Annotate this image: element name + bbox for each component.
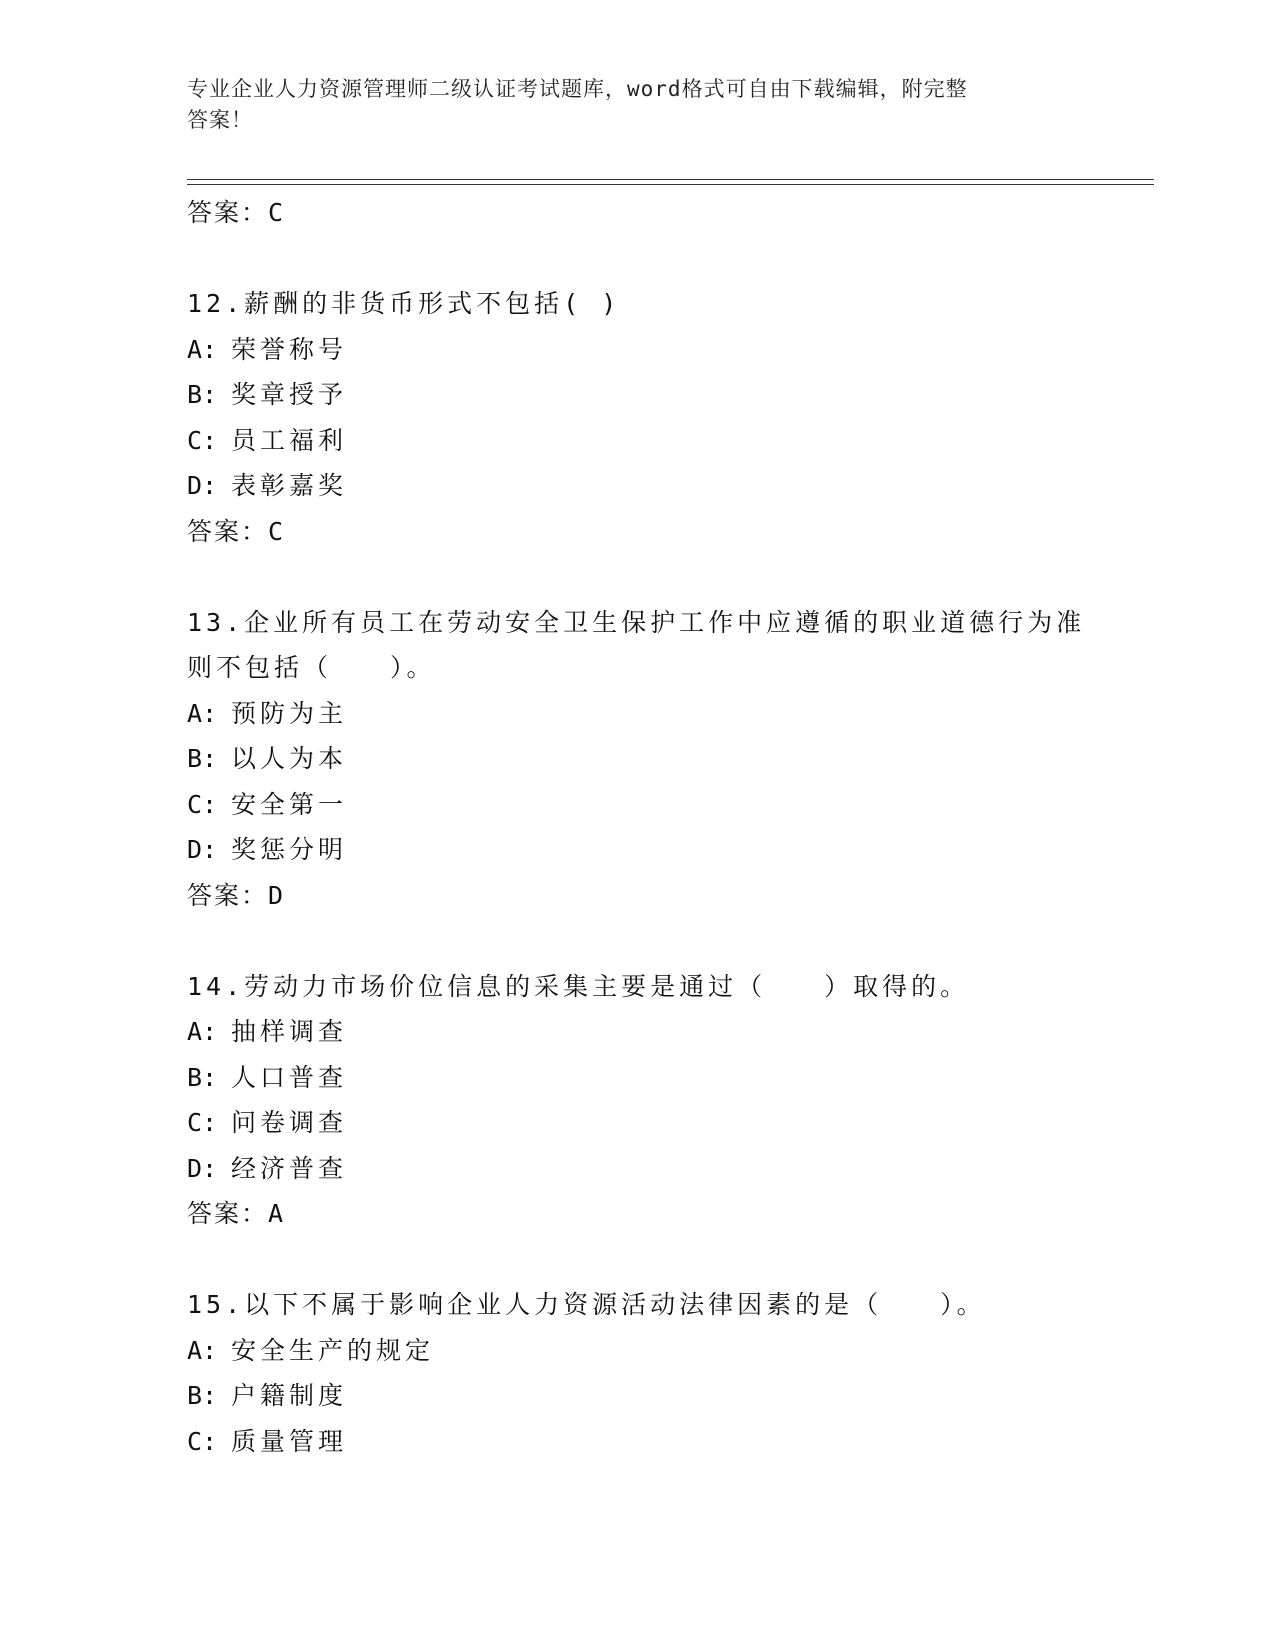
option-key: B: xyxy=(187,380,218,409)
option-c xyxy=(187,418,1087,464)
answer-label: 答案： xyxy=(187,880,269,910)
option-key: C: xyxy=(187,1108,218,1137)
option-d xyxy=(187,463,1087,509)
option-text: 奖惩分明 xyxy=(231,835,348,864)
header-line-1: 专业企业人力资源管理师二级认证考试题库，word格式可自由下载编辑，附完整 xyxy=(187,77,968,101)
option-b xyxy=(187,736,1087,782)
option-key: D: xyxy=(187,471,218,500)
option-text: 员工福利 xyxy=(231,425,348,455)
option-text: 安全生产的规定 xyxy=(231,1335,435,1365)
question-12 xyxy=(187,281,1087,554)
option-key: C: xyxy=(187,425,218,455)
option-key: D: xyxy=(187,1153,218,1183)
question-list xyxy=(187,190,1087,1464)
question-stem: 12.薪酬的非货币形式不包括( ) xyxy=(187,289,621,318)
option-key: C: xyxy=(187,1426,218,1456)
header-divider-top xyxy=(187,179,1154,180)
option-a xyxy=(187,1009,1087,1055)
option-text: 户籍制度 xyxy=(231,1381,348,1410)
option-text: 质量管理 xyxy=(231,1426,348,1456)
option-key: A: xyxy=(187,698,218,728)
option-text: 抽样调查 xyxy=(231,1017,348,1046)
question-13 xyxy=(187,600,1087,919)
answer-value: A xyxy=(268,1199,285,1228)
option-text: 奖章授予 xyxy=(231,380,348,409)
option-c xyxy=(187,1419,1087,1465)
option-d xyxy=(187,827,1087,873)
document-header xyxy=(187,74,1067,136)
option-text: 经济普查 xyxy=(231,1153,348,1183)
answer-label: 答案： xyxy=(187,1199,269,1228)
answer-value: D xyxy=(268,880,285,910)
option-key: B: xyxy=(187,1062,218,1092)
option-text: 安全第一 xyxy=(231,789,348,819)
answer-value: C xyxy=(268,516,285,546)
option-c xyxy=(187,782,1087,828)
option-b xyxy=(187,372,1087,418)
option-text: 问卷调查 xyxy=(231,1108,348,1137)
option-key: C: xyxy=(187,789,218,819)
question-stem: 15.以下不属于影响企业人力资源活动法律因素的是（ ）。 xyxy=(187,1290,986,1319)
option-c xyxy=(187,1100,1087,1146)
option-key: D: xyxy=(187,835,218,864)
header-line-2: 答案！ xyxy=(187,108,253,132)
option-b xyxy=(187,1055,1087,1101)
option-text: 荣誉称号 xyxy=(231,334,348,364)
option-a xyxy=(187,691,1087,737)
question-14 xyxy=(187,964,1087,1237)
option-d xyxy=(187,1146,1087,1192)
answer-line xyxy=(187,1191,1087,1237)
answer-line xyxy=(187,509,1087,555)
option-key: A: xyxy=(187,334,218,364)
header-divider-bottom xyxy=(187,184,1154,185)
question-stem-line-2: 则不包括（ ）。 xyxy=(187,653,436,682)
option-key: B: xyxy=(187,1381,218,1410)
option-text: 以人为本 xyxy=(231,744,348,773)
option-key: A: xyxy=(187,1017,218,1046)
answer-line xyxy=(187,873,1087,919)
question-15 xyxy=(187,1282,1087,1464)
option-key: A: xyxy=(187,1335,218,1365)
option-text: 表彰嘉奖 xyxy=(231,471,348,500)
option-a xyxy=(187,327,1087,373)
option-key: B: xyxy=(187,744,218,773)
question-stem: 14.劳动力市场价位信息的采集主要是通过（ ）取得的。 xyxy=(187,971,970,1001)
option-text: 人口普查 xyxy=(231,1062,348,1092)
question-stem-line-1: 13.企业所有员工在劳动安全卫生保护工作中应遵循的职业道德行为准 xyxy=(187,607,1086,637)
option-b xyxy=(187,1373,1087,1419)
option-a xyxy=(187,1328,1087,1374)
answer-label: 答案： xyxy=(187,516,269,546)
answer-value: C xyxy=(268,198,285,227)
answer-label: 答案： xyxy=(187,198,269,227)
option-text: 预防为主 xyxy=(231,698,348,728)
answer-line xyxy=(187,190,1087,236)
